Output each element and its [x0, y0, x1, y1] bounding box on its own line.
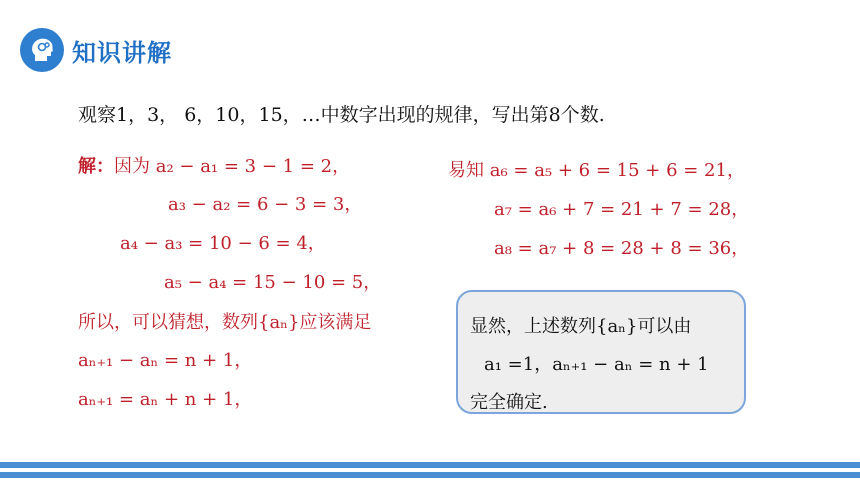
section-header	[20, 28, 184, 72]
note-box	[456, 290, 746, 414]
head-gears-icon	[20, 28, 64, 72]
solution-line-1	[78, 152, 350, 178]
footer-stripe-bottom	[0, 472, 860, 478]
right-line-1: 易知 a₆ = a₅ + 6 = 15 + 6 = 21，	[448, 160, 745, 181]
question-text: 观察1，3， 6，10，15，…中数字出现的规律，写出第8个数.	[78, 104, 605, 126]
solution-line-1-text: 因为 a₂ − a₁ = 3 − 1 = 2，	[114, 156, 351, 177]
note-line-2: a₁ =1，aₙ₊₁ − aₙ = n + 1	[484, 354, 709, 375]
solution-line-2: a₃ − a₂ = 6 − 3 = 3，	[168, 194, 363, 215]
solution-line-5: 所以，可以猜想，数列{aₙ}应该满足	[78, 312, 372, 333]
header-pill	[20, 28, 184, 72]
page-title: 知识讲解	[72, 38, 172, 67]
solution-line-3: a₄ − a₃ = 10 − 6 = 4，	[120, 233, 326, 254]
footer-stripes	[0, 462, 860, 478]
solution-line-6: aₙ₊₁ − aₙ = n + 1，	[78, 350, 253, 371]
note-line-3: 完全确定.	[470, 392, 548, 413]
note-line-1: 显然，上述数列{aₙ}可以由	[470, 316, 692, 337]
right-line-2: a₇ = a₆ + 7 = 21 + 7 = 28，	[494, 199, 750, 220]
right-line-3: a₈ = a₇ + 8 = 28 + 8 = 36，	[494, 238, 750, 259]
solution-line-7: aₙ₊₁ = aₙ + n + 1，	[78, 389, 253, 410]
solution-label: 解：	[78, 156, 114, 177]
solution-line-4: a₅ − a₄ = 15 − 10 = 5，	[164, 272, 382, 293]
